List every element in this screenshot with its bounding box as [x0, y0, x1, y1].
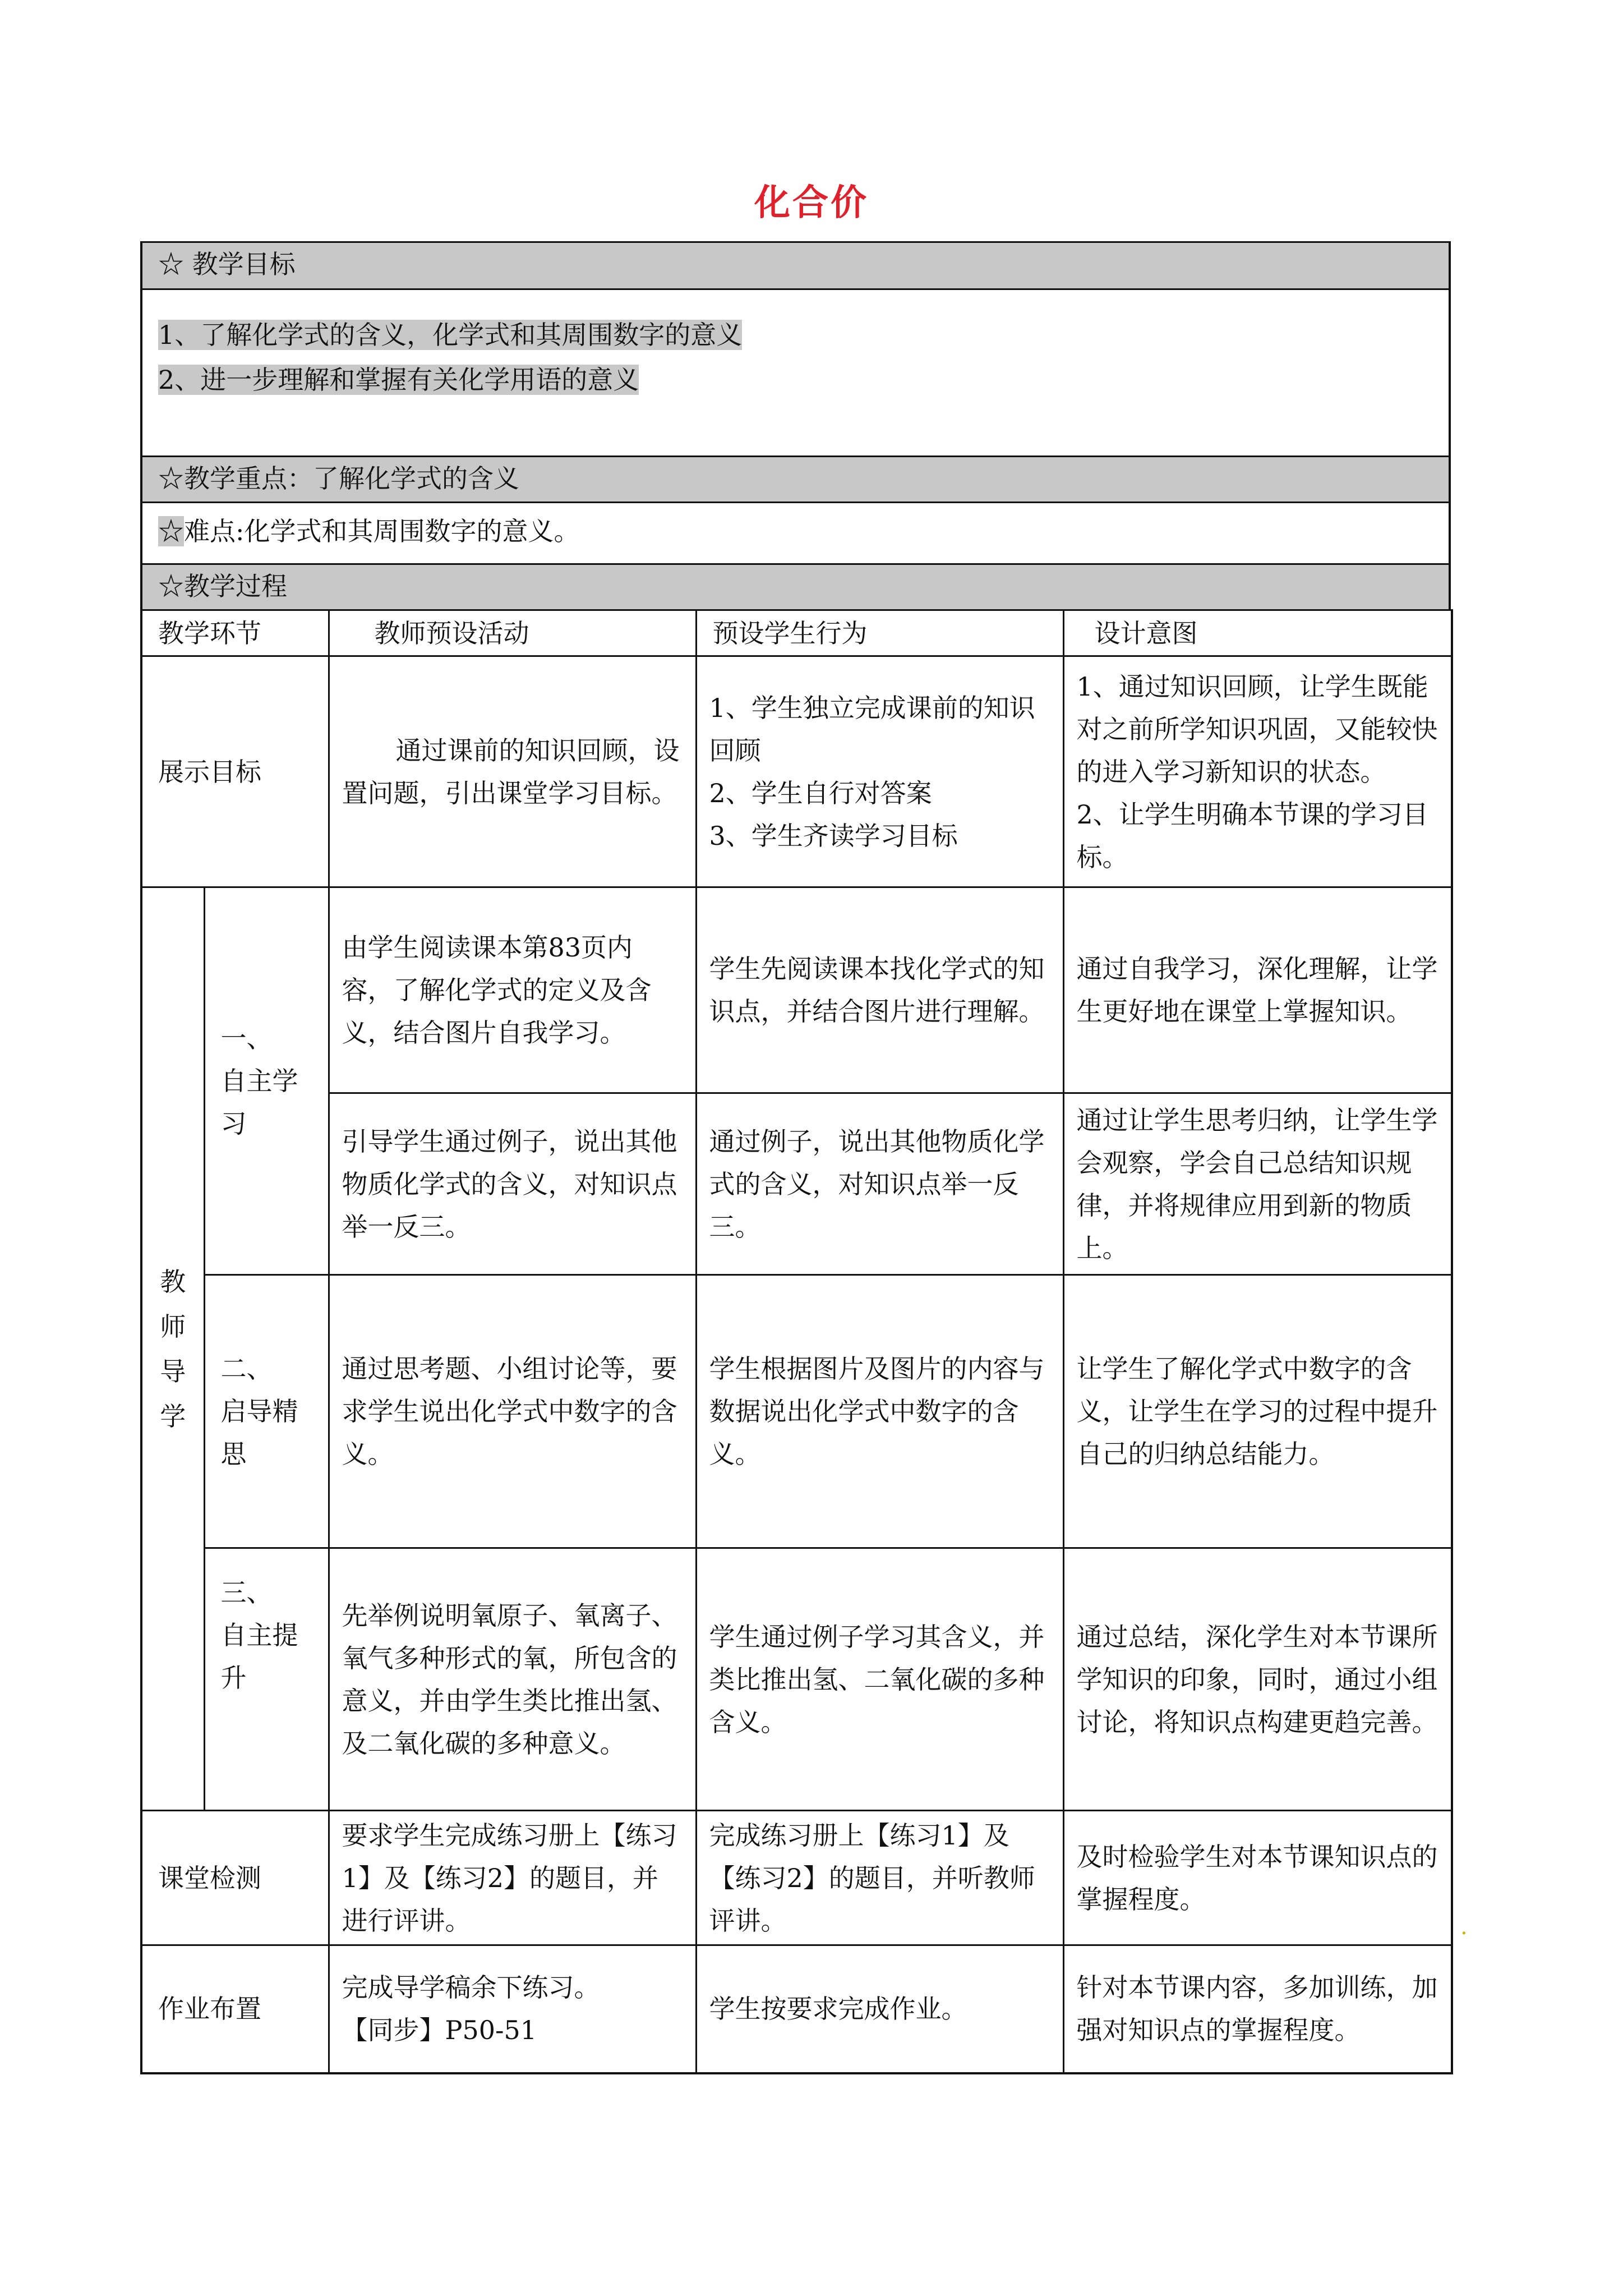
teacher-cell: 通过思考题、小组讨论等，要求学生说出化学式中数字的含义。 [329, 1275, 696, 1548]
process-header: ☆教学过程 [140, 563, 1451, 609]
page-title: 化合价 [754, 182, 869, 224]
teacher-cell: 引导学生通过例子，说出其他物质化学式的含义，对知识点举一反三。 [329, 1093, 696, 1275]
col-header-intent: 设计意图 [1063, 610, 1452, 656]
teacher-cell: 由学生阅读课本第83页内容，了解化学式的定义及含义，结合图片自我学习。 [329, 887, 696, 1093]
student-cell: 学生先阅读课本找化学式的知识点，并结合图片进行理解。 [696, 887, 1063, 1093]
col-header-teacher: 教师预设活动 [329, 610, 696, 656]
teacher-cell: 要求学生完成练习册上【练习1】及【练习2】的题目，并进行评讲。 [329, 1811, 696, 1945]
stage-cell: 展示目标 [141, 656, 329, 887]
table-row [141, 887, 1452, 1093]
intent-cell: 通过总结，深化学生对本节课所学知识的印象，同时，通过小组讨论，将知识点构建更趋完善。 [1063, 1548, 1452, 1811]
intent-cell: 1、通过知识回顾，让学生既能对之前所学知识巩固，又能较快的进入学习新知识的状态。 2、让学生明确本节课的学习目标。 [1063, 656, 1452, 887]
substage-self-study: 一、 自主学习 [204, 887, 329, 1275]
stage-cell: 作业布置 [141, 1945, 329, 2073]
col-header-stage: 教学环节 [141, 610, 329, 656]
stage-cell: 课堂检测 [141, 1811, 329, 1945]
intent-cell: 通过自我学习，深化理解，让学生更好地在课堂上掌握知识。 [1063, 887, 1452, 1093]
difficulty [140, 501, 1451, 563]
student-cell: 通过例子，说出其他物质化学式的含义，对知识点举一反三。 [696, 1093, 1063, 1275]
teacher-cell: 完成导学稿余下练习。 【同步】P50-51 [329, 1945, 696, 2073]
table-row [141, 1548, 1452, 1811]
substage-improve: 三、 自主提升 [204, 1548, 329, 1811]
col-header-student: 预设学生行为 [696, 610, 1063, 656]
student-cell: 1、学生独立完成课前的知识回顾 2、学生自行对答案 3、学生齐读学习目标 [696, 656, 1063, 887]
goal-item: 2、进一步理解和掌握有关化学用语的意义 [158, 365, 639, 395]
intent-cell: 及时检验学生对本节课知识点的掌握程度。 [1063, 1811, 1452, 1945]
intent-cell: 针对本节课内容，多加训练，加强对知识点的掌握程度。 [1063, 1945, 1452, 2073]
table-header-row [141, 610, 1452, 656]
student-cell: 完成练习册上【练习1】及【练习2】的题目，并听教师评讲。 [696, 1811, 1063, 1945]
key-point: ☆教学重点：了解化学式的含义 [140, 455, 1451, 501]
table-row [141, 1093, 1452, 1275]
guide-label: 教 师 导 学 [141, 887, 204, 1811]
goals-header: ☆ 教学目标 [140, 241, 1451, 288]
table-row [141, 1811, 1452, 1945]
difficulty-text: 难点:化学式和其周围数字的意义。 [184, 516, 580, 546]
student-cell: 学生根据图片及图片的内容与数据说出化学式中数字的含义。 [696, 1275, 1063, 1548]
substage-inspire: 二、 启导精思 [204, 1275, 329, 1548]
lesson-plan-sheet [140, 241, 1451, 2074]
table-row [141, 1275, 1452, 1548]
student-cell: 学生按要求完成作业。 [696, 1945, 1063, 2073]
stray-mark: . [1460, 1914, 1468, 1940]
intent-cell: 通过让学生思考归纳，让学生学会观察，学会自己总结知识规律，并将规律应用到新的物质上。 [1063, 1093, 1452, 1275]
teacher-cell: 通过课前的知识回顾，设置问题，引出课堂学习目标。 [329, 656, 696, 887]
goals-list [140, 288, 1451, 455]
goal-item: 1、了解化学式的含义，化学式和其周围数字的意义 [158, 320, 743, 350]
teacher-cell: 先举例说明氧原子、氧离子、氧气多种形式的氧，所包含的意义，并由学生类比推出氢、及二氧化碳的多种意义。 [329, 1548, 696, 1811]
table-row [141, 1945, 1452, 2073]
process-table [140, 609, 1453, 2074]
table-row [141, 656, 1452, 887]
star-mark: ☆ [158, 516, 184, 546]
intent-cell: 让学生了解化学式中数字的含义，让学生在学习的过程中提升自己的归纳总结能力。 [1063, 1275, 1452, 1548]
student-cell: 学生通过例子学习其含义，并类比推出氢、二氧化碳的多种含义。 [696, 1548, 1063, 1811]
